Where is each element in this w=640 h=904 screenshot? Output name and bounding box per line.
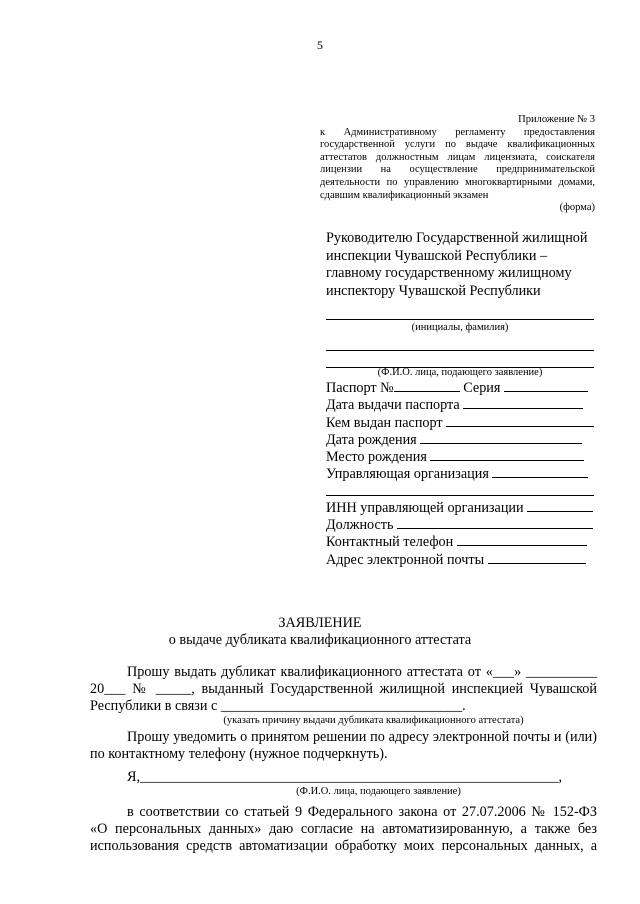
p2-line-1: Прошу уведомить о принятом решении по адресу электронной почты и (или) [127,729,597,745]
birth-date-label: Дата рождения [326,431,417,448]
birth-place-blank[interactable] [430,448,584,461]
position-blank[interactable] [397,516,593,529]
inn-blank[interactable] [527,499,593,512]
series-blank[interactable] [504,379,588,392]
p2-line-2: по контактному телефону (нужное подчеркнуть). [90,746,388,762]
addressee-line: инспектору Чувашской Республики [326,282,541,299]
p4-line-2: «О персональных данных» даю согласие на автоматизированную, а также без [90,821,597,837]
management-org-label: Управляющая организация [326,466,489,483]
phone-field[interactable] [326,533,596,550]
inn-label: ИНН управляющей организации [326,499,524,516]
birth-date-field[interactable] [326,431,596,448]
page-number: 5 [317,38,323,52]
statement-title: ЗАЯВЛЕНИЕ [278,615,362,631]
appendix-title: Приложение № 3 [518,114,595,125]
position-label: Должность [326,517,394,534]
series-label: Серия [463,380,501,396]
reason-caption: (указать причину выдачи дубликата квалификационного аттестата) [223,715,524,726]
p3-line-1: Я,___________________________________________________________, [127,769,563,785]
p4-line-3: использования средств автоматизации обработку моих персональных данных, а [90,838,597,854]
appendix-line: сдавшим квалификационный экзамен [320,189,489,201]
appendix-line: государственной услуги по выдаче квалификационных [320,139,595,151]
management-org-blank-2[interactable] [326,483,594,496]
issue-date-label: Дата выдачи паспорта [326,397,460,414]
birth-place-label: Место рождения [326,449,427,466]
p1-line-3: Республики в связи с __________________________________. [90,698,466,714]
position-field[interactable] [326,516,596,533]
statement-body [90,664,597,855]
inn-field[interactable] [326,499,596,516]
applicant-fields [326,379,596,568]
issue-date-blank[interactable] [463,396,583,409]
p1-line-1: Прошу выдать дубликат квалификационного аттестата от «___» __________ [127,664,597,680]
email-field[interactable] [326,551,596,568]
issued-by-blank[interactable] [446,414,594,427]
management-org-field[interactable] [326,465,596,482]
initials-line[interactable] [326,319,594,320]
phone-label: Контактный телефон [326,534,454,551]
initials-caption: (инициалы, фамилия) [411,322,509,333]
passport-no-blank[interactable] [394,379,460,392]
issue-date-field[interactable] [326,396,596,413]
appendix-line: аттестатов должностным лицам лицензиата, соискателя [320,151,595,163]
form-label: (форма) [559,202,595,214]
issued-by-label: Кем выдан паспорт [326,414,443,431]
addressee-block [326,230,596,300]
addressee-line: инспекции Чувашской Республики – [326,247,548,264]
birth-date-blank[interactable] [420,431,582,444]
p4-line-1: в соответствии со статьей 9 Федерального закона от 27.07.2006 № 152-ФЗ [127,804,597,820]
passport-no-label: Паспорт № [326,380,394,396]
email-label: Адрес электронной почты [326,551,485,568]
appendix-header [320,114,595,215]
appendix-line: к Административному регламенту предоставления [320,126,595,138]
appendix-line: деятельности по управлению многоквартирными домами, [320,176,595,188]
applicant-caption: (Ф.И.О. лица, подающего заявление) [377,367,543,378]
statement-subtitle: о выдаче дубликата квалификационного аттестата [168,632,472,648]
addressee-line: главному государственному жилищному [326,265,572,282]
addressee-line: Руководителю Государственной жилищной [326,230,588,246]
p1-line-2: 20___ № _____, выданный Государственной жилищной инспекцией Чувашской [90,681,597,697]
issued-by-field[interactable] [326,414,596,431]
appendix-line: лицензии на осуществление предпринимательской [320,164,595,176]
passport-field[interactable] [326,379,596,396]
birth-place-field[interactable] [326,448,596,465]
management-org-extra-line[interactable] [326,483,596,499]
applicant-line-1[interactable] [326,350,594,351]
applicant-name-caption: (Ф.И.О. лица, подающего заявление) [296,786,461,797]
email-blank[interactable] [488,551,586,564]
management-org-blank[interactable] [492,465,588,478]
phone-blank[interactable] [457,533,587,546]
